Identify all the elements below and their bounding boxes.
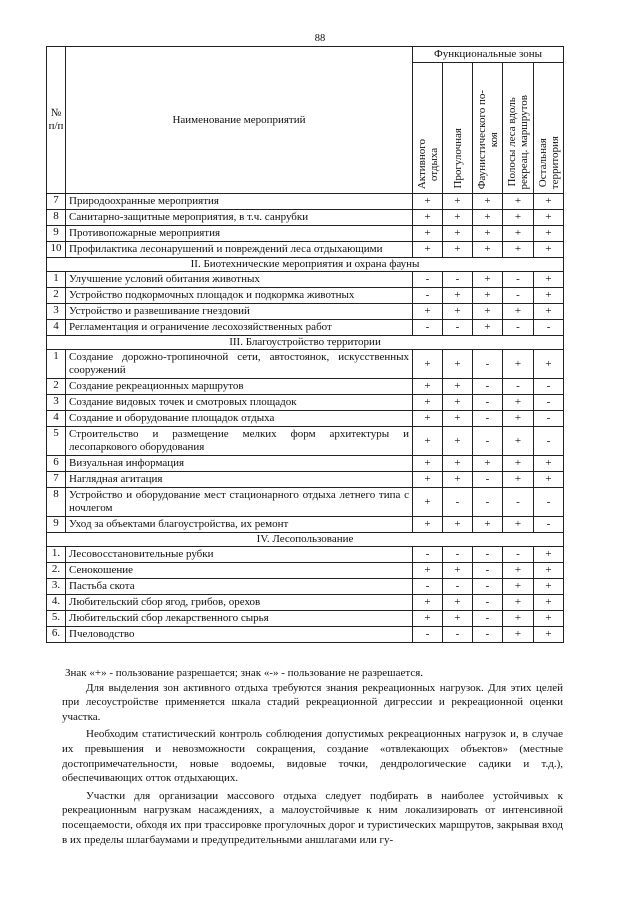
zone-mark: + <box>473 517 503 533</box>
zone-label: Прогулочная <box>451 128 464 189</box>
row-number: 6 <box>47 456 66 472</box>
zone-mark: + <box>413 472 443 488</box>
row-name: Строительство и размещение мелких форм архитектуры и лесопаркового оборудования <box>66 427 413 456</box>
row-name: Пчеловодство <box>66 627 413 643</box>
row-number: 9 <box>47 226 66 242</box>
row-number: 4 <box>47 320 66 336</box>
zone-mark: + <box>443 379 473 395</box>
row-number: 9 <box>47 517 66 533</box>
zone-mark: + <box>534 563 564 579</box>
zone-mark: + <box>413 210 443 226</box>
zone-mark: + <box>503 395 534 411</box>
zone-mark: + <box>413 563 443 579</box>
row-name: Профилактика лесонарушений и повреждений леса отдыхающими <box>66 242 413 258</box>
zone-mark: + <box>413 304 443 320</box>
zone-mark: - <box>443 547 473 563</box>
zone-mark: - <box>473 627 503 643</box>
zone-mark: + <box>503 472 534 488</box>
zone-mark: - <box>473 427 503 456</box>
zone-mark: + <box>534 272 564 288</box>
table-row <box>47 304 564 320</box>
row-name: Санитарно-защитные мероприятия, в т.ч. санрубки <box>66 210 413 226</box>
section-title: III. Благоустройство территории <box>47 336 564 350</box>
zone-mark: + <box>473 272 503 288</box>
row-number: 1 <box>47 350 66 379</box>
row-number: 2 <box>47 379 66 395</box>
zone-mark: + <box>413 517 443 533</box>
zone-mark: + <box>503 304 534 320</box>
zone-mark: - <box>503 379 534 395</box>
section-header <box>47 336 564 350</box>
zone-mark: + <box>503 194 534 210</box>
zone-mark: + <box>503 627 534 643</box>
zone-mark: + <box>443 350 473 379</box>
row-number: 7 <box>47 194 66 210</box>
zone-mark: + <box>413 226 443 242</box>
zone-mark: + <box>503 517 534 533</box>
zone-mark: + <box>503 411 534 427</box>
zone-mark: - <box>534 488 564 517</box>
row-number: 8 <box>47 488 66 517</box>
zone-mark: - <box>534 395 564 411</box>
row-name: Противопожарные мероприятия <box>66 226 413 242</box>
row-number: 1. <box>47 547 66 563</box>
zone-mark: + <box>503 210 534 226</box>
paragraph: Необходим статистический контроль соблюдения допустимых рекреационных нагрузок и, в случае их превышения и невозможности сокращения, создание «отвлекающих объектов» (местные достопримечательности, новые водоемы, видовые точки, дендрологические садики и т.д.), обеспечивающих отток отдыхающих. <box>62 728 563 785</box>
paragraph: Участки для организации массового отдыха следует подбирать в наиболее устойчивых к рекреационным нагрузкам насаждениях, а малоустойчивые к ним локализировать от интенсивной посещаемости, обходя их при трассировке прогулочных дорог и туристических маршрутов, закрывая вход в их пределы шлагбаумами и предупредительными аншлагами или гу- <box>62 789 563 846</box>
zone-mark: + <box>443 611 473 627</box>
table-row <box>47 379 564 395</box>
zone-mark: - <box>473 379 503 395</box>
zone-mark: - <box>413 288 443 304</box>
row-number: 8 <box>47 210 66 226</box>
table-row <box>47 563 564 579</box>
table-row <box>47 427 564 456</box>
zone-mark: - <box>473 595 503 611</box>
zone-mark: - <box>473 488 503 517</box>
row-name: Создание и оборудование площадок отдыха <box>66 411 413 427</box>
header-zone <box>534 63 564 194</box>
zone-mark: + <box>413 456 443 472</box>
row-name: Пастьба скота <box>66 579 413 595</box>
row-name: Наглядная агитация <box>66 472 413 488</box>
header-zone <box>443 63 473 194</box>
zone-mark: - <box>503 547 534 563</box>
zone-mark: + <box>473 456 503 472</box>
zone-mark: - <box>503 272 534 288</box>
measures-table <box>46 46 564 643</box>
zone-mark: + <box>473 288 503 304</box>
table-row <box>47 595 564 611</box>
row-name: Уход за объектами благоустройства, их ремонт <box>66 517 413 533</box>
zone-mark: - <box>443 627 473 643</box>
zone-mark: - <box>413 547 443 563</box>
row-number: 3. <box>47 579 66 595</box>
zone-mark: - <box>473 579 503 595</box>
zone-mark: - <box>473 411 503 427</box>
table-row <box>47 350 564 379</box>
zone-label: Полосы леса вдоль рекреац. маршрутов <box>506 94 530 189</box>
zone-mark: - <box>503 488 534 517</box>
row-name: Улучшение условий обитания животных <box>66 272 413 288</box>
zone-mark: + <box>443 595 473 611</box>
row-number: 5. <box>47 611 66 627</box>
zone-mark: + <box>534 194 564 210</box>
zone-label: Активного отдыха <box>415 138 440 189</box>
zone-mark: + <box>503 579 534 595</box>
zone-mark: - <box>473 350 503 379</box>
zone-mark: - <box>413 579 443 595</box>
row-name: Создание рекреационных маршрутов <box>66 379 413 395</box>
zone-mark: - <box>413 272 443 288</box>
table-row <box>47 210 564 226</box>
zone-mark: + <box>443 411 473 427</box>
row-number: 6. <box>47 627 66 643</box>
zone-mark: + <box>413 350 443 379</box>
paragraph: Для выделения зон активного отдыха требуются знания рекреационных нагрузок. Для этих целей при лесоустройстве применяется шкала стадий рекреационной дигрессии и рекреационной оценки участка. <box>62 681 563 723</box>
row-name: Любительский сбор ягод, грибов, орехов <box>66 595 413 611</box>
row-number: 1 <box>47 272 66 288</box>
header-zone <box>473 63 503 194</box>
zone-mark: + <box>534 304 564 320</box>
zone-mark: - <box>473 563 503 579</box>
row-name: Природоохранные мероприятия <box>66 194 413 210</box>
row-name: Регламентация и ограничение лесохозяйственных работ <box>66 320 413 336</box>
table-row <box>47 547 564 563</box>
page-number: 88 <box>314 33 326 44</box>
zone-mark: + <box>534 456 564 472</box>
table-row <box>47 194 564 210</box>
zone-mark: + <box>534 350 564 379</box>
zone-mark: - <box>413 627 443 643</box>
table-row <box>47 411 564 427</box>
row-name: Визуальная информация <box>66 456 413 472</box>
zone-mark: + <box>413 395 443 411</box>
row-number: 3 <box>47 304 66 320</box>
zone-mark: + <box>443 456 473 472</box>
header-name: Наименование мероприятий <box>66 47 413 194</box>
section-title: IV. Лесопользование <box>47 533 564 547</box>
zone-mark: + <box>473 226 503 242</box>
zone-mark: + <box>443 395 473 411</box>
row-name: Создание дорожно-тропиночной сети, автостоянок, искусственных сооружений <box>66 350 413 379</box>
body-text <box>62 666 563 847</box>
table-row <box>47 627 564 643</box>
table-row <box>47 226 564 242</box>
row-number: 4 <box>47 411 66 427</box>
zone-mark: + <box>443 242 473 258</box>
table-row <box>47 456 564 472</box>
table-row <box>47 320 564 336</box>
table-row <box>47 242 564 258</box>
zone-mark: + <box>534 579 564 595</box>
row-name: Устройство подкормочных площадок и подкормка животных <box>66 288 413 304</box>
zone-mark: + <box>443 288 473 304</box>
zone-mark: - <box>443 272 473 288</box>
zone-mark: + <box>443 304 473 320</box>
zone-mark: + <box>534 242 564 258</box>
zone-mark: + <box>443 472 473 488</box>
table-row <box>47 395 564 411</box>
zone-mark: + <box>413 427 443 456</box>
zone-mark: - <box>473 547 503 563</box>
zone-mark: - <box>473 472 503 488</box>
table-row <box>47 288 564 304</box>
header-zone <box>413 63 443 194</box>
zone-mark: - <box>534 320 564 336</box>
zone-mark: + <box>534 595 564 611</box>
zone-mark: - <box>443 320 473 336</box>
row-name: Сенокошение <box>66 563 413 579</box>
row-number: 3 <box>47 395 66 411</box>
zone-mark: + <box>503 611 534 627</box>
row-number: 10 <box>47 242 66 258</box>
zone-mark: + <box>413 242 443 258</box>
zone-mark: + <box>503 350 534 379</box>
row-number: 5 <box>47 427 66 456</box>
zone-mark: - <box>534 427 564 456</box>
zone-mark: + <box>413 595 443 611</box>
zone-mark: + <box>473 242 503 258</box>
zone-mark: + <box>443 226 473 242</box>
zone-mark: + <box>503 226 534 242</box>
row-name: Устройство и оборудование мест стационарного отдыха летнего типа с ночлегом <box>66 488 413 517</box>
zone-mark: + <box>443 210 473 226</box>
row-number: 7 <box>47 472 66 488</box>
zone-mark: - <box>534 379 564 395</box>
zone-mark: + <box>413 411 443 427</box>
table-row <box>47 272 564 288</box>
zone-mark: + <box>413 379 443 395</box>
row-number: 4. <box>47 595 66 611</box>
row-name: Устройство и развешивание гнездовий <box>66 304 413 320</box>
zone-mark: + <box>534 472 564 488</box>
zone-mark: + <box>473 320 503 336</box>
table-row <box>47 611 564 627</box>
zone-label: Фаунистического по- коя <box>475 89 500 189</box>
zone-mark: + <box>503 242 534 258</box>
zone-mark: - <box>443 579 473 595</box>
zone-mark: + <box>534 611 564 627</box>
row-number: 2 <box>47 288 66 304</box>
row-number: 2. <box>47 563 66 579</box>
zone-mark: - <box>443 488 473 517</box>
zone-mark: + <box>413 488 443 517</box>
table-row <box>47 517 564 533</box>
zone-mark: + <box>443 517 473 533</box>
row-name: Лесовосстановительные рубки <box>66 547 413 563</box>
zone-mark: - <box>473 395 503 411</box>
zone-mark: + <box>534 627 564 643</box>
zone-mark: + <box>473 304 503 320</box>
section-title: II. Биотехнические мероприятия и охрана фауны <box>47 258 564 272</box>
zone-mark: + <box>413 194 443 210</box>
header-num: № п/п <box>47 47 66 194</box>
table-row <box>47 488 564 517</box>
zone-mark: + <box>413 611 443 627</box>
zone-mark: - <box>413 320 443 336</box>
row-name: Создание видовых точек и смотровых площадок <box>66 395 413 411</box>
section-header <box>47 533 564 547</box>
section-header <box>47 258 564 272</box>
zone-mark: + <box>503 595 534 611</box>
zone-mark: + <box>534 210 564 226</box>
zone-mark: + <box>503 456 534 472</box>
zone-mark: + <box>534 547 564 563</box>
zone-mark: + <box>534 226 564 242</box>
zone-mark: + <box>443 194 473 210</box>
row-name: Любительский сбор лекарственного сырья <box>66 611 413 627</box>
zone-label: Остальная территория <box>536 135 561 189</box>
header-zones-title: Функциональные зоны <box>413 47 564 63</box>
zone-mark: - <box>534 517 564 533</box>
zone-mark: - <box>473 611 503 627</box>
zone-mark: + <box>443 563 473 579</box>
zone-mark: - <box>534 411 564 427</box>
zone-mark: + <box>473 194 503 210</box>
table-row <box>47 472 564 488</box>
zone-mark: + <box>443 427 473 456</box>
zone-mark: - <box>503 320 534 336</box>
table-row <box>47 579 564 595</box>
zone-mark: + <box>503 563 534 579</box>
zone-mark: + <box>473 210 503 226</box>
zone-mark: + <box>534 288 564 304</box>
zone-mark: - <box>503 288 534 304</box>
header-zone <box>503 63 534 194</box>
zone-mark: + <box>503 427 534 456</box>
legend-note: Знак «+» - пользование разрешается; знак «-» - пользование не разрешается. <box>65 667 424 679</box>
